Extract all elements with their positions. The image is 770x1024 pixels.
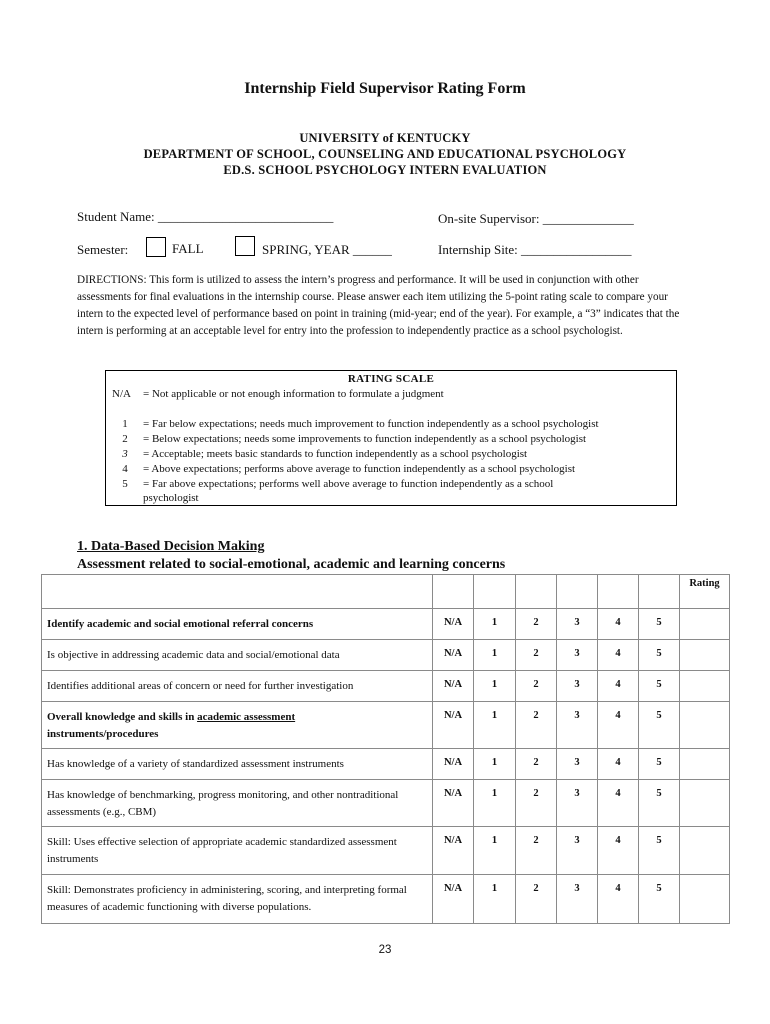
option-2[interactable]: 2 <box>516 749 557 780</box>
evaluation-name: ED.S. SCHOOL PSYCHOLOGY INTERN EVALUATION <box>223 163 547 177</box>
table-row <box>42 827 730 875</box>
onsite-supervisor-field[interactable]: On-site Supervisor: ______________ <box>438 211 634 226</box>
option-4[interactable]: 4 <box>598 875 639 924</box>
option-2[interactable]: 2 <box>516 609 557 640</box>
item-description <box>42 702 433 749</box>
option-3[interactable]: 3 <box>557 875 598 924</box>
item-description: Has knowledge of a variety of standardized assessment instruments <box>42 749 433 780</box>
scale-text-5-continued: psychologist <box>143 492 199 504</box>
item-description: Is objective in addressing academic data and social/emotional data <box>42 640 433 671</box>
table-row <box>42 875 730 924</box>
option-na[interactable]: N/A <box>433 640 474 671</box>
option-4[interactable]: 4 <box>598 671 639 702</box>
option-3[interactable]: 3 <box>557 827 598 875</box>
option-2[interactable]: 2 <box>516 671 557 702</box>
option-3[interactable]: 3 <box>557 702 598 749</box>
scale-key-1: 1 <box>122 418 128 430</box>
scale-text-1: = Far below expectations; needs much improvement to function independently as a school psychologist <box>143 418 599 430</box>
table-row <box>42 780 730 827</box>
option-3[interactable]: 3 <box>557 749 598 780</box>
item-description-part: instruments/procedures <box>47 728 159 740</box>
university-name: UNIVERSITY of KENTUCKY <box>299 131 471 145</box>
option-1[interactable]: 1 <box>474 780 516 827</box>
scale-key-2: 2 <box>122 433 128 445</box>
option-3[interactable]: 3 <box>557 609 598 640</box>
rating-scale-box <box>105 370 677 506</box>
scale-key-4: 4 <box>122 463 128 475</box>
option-2[interactable]: 2 <box>516 827 557 875</box>
option-5[interactable]: 5 <box>639 827 680 875</box>
table-row <box>42 702 730 749</box>
rating-column-header: Rating <box>680 575 730 609</box>
na-description: = Not applicable or not enough information to formulate a judgment <box>143 388 444 400</box>
option-5[interactable]: 5 <box>639 875 680 924</box>
option-1[interactable]: 1 <box>474 875 516 924</box>
rating-cell[interactable] <box>680 671 730 702</box>
item-description-part: Overall knowledge and skills in <box>47 711 198 723</box>
option-4[interactable]: 4 <box>598 827 639 875</box>
table-row <box>42 609 730 640</box>
item-description: Skill: Uses effective selection of appropriate academic standardized assessment instruments <box>42 827 433 875</box>
option-2[interactable]: 2 <box>516 875 557 924</box>
option-na[interactable]: N/A <box>433 875 474 924</box>
rating-cell[interactable] <box>680 702 730 749</box>
option-na[interactable]: N/A <box>433 609 474 640</box>
option-2[interactable]: 2 <box>516 780 557 827</box>
rating-scale-title: RATING SCALE <box>347 373 435 385</box>
form-title: Internship Field Supervisor Rating Form <box>244 80 526 97</box>
scale-key-5: 5 <box>122 478 128 490</box>
fall-label: FALL <box>172 241 204 256</box>
na-key: N/A <box>112 388 131 400</box>
internship-site-field[interactable]: Internship Site: _________________ <box>438 242 632 257</box>
scale-key-3: 3 <box>122 448 128 460</box>
item-description: Has knowledge of benchmarking, progress monitoring, and other nontraditional assessments (e.g., CBM) <box>42 780 433 827</box>
semester-label: Semester: <box>77 242 129 257</box>
directions-text: DIRECTIONS: This form is utilized to assess the intern’s progress and performance. It will be used in conjunction with other assessments for final evaluations in the internship course. Please answer each item utilizing the 5-point rating scale to compare your intern to the expected level of performance based on point in training (mid-year; end of the year). For example, a “3” indicates that the intern is performing at an acceptable level for entry into the profession to independently practice as a school psychologist. <box>77 274 680 337</box>
rating-cell[interactable] <box>680 827 730 875</box>
department-name: DEPARTMENT OF SCHOOL, COUNSELING AND EDUCATIONAL PSYCHOLOGY <box>143 147 627 161</box>
student-name-field[interactable]: Student Name: ___________________________ <box>77 209 334 224</box>
option-1[interactable]: 1 <box>474 827 516 875</box>
option-4[interactable]: 4 <box>598 780 639 827</box>
option-1[interactable]: 1 <box>474 702 516 749</box>
table-row <box>42 749 730 780</box>
option-4[interactable]: 4 <box>598 609 639 640</box>
option-5[interactable]: 5 <box>639 780 680 827</box>
page-number: 23 <box>378 944 392 956</box>
option-5[interactable]: 5 <box>639 640 680 671</box>
spring-year-field[interactable]: SPRING, YEAR ______ <box>262 242 392 257</box>
option-2[interactable]: 2 <box>516 702 557 749</box>
item-description: Skill: Demonstrates proficiency in administering, scoring, and interpreting formal measures of academic functioning with diverse populations. <box>42 875 433 924</box>
section-title: 1. Data-Based Decision Making <box>77 539 265 554</box>
option-3[interactable]: 3 <box>557 671 598 702</box>
rating-table <box>41 574 730 924</box>
option-na[interactable]: N/A <box>433 702 474 749</box>
spring-checkbox[interactable] <box>235 236 255 256</box>
option-4[interactable]: 4 <box>598 749 639 780</box>
option-na[interactable]: N/A <box>433 749 474 780</box>
option-1[interactable]: 1 <box>474 671 516 702</box>
rating-cell[interactable] <box>680 875 730 924</box>
rating-cell[interactable] <box>680 640 730 671</box>
option-1[interactable]: 1 <box>474 749 516 780</box>
option-5[interactable]: 5 <box>639 671 680 702</box>
rating-cell[interactable] <box>680 780 730 827</box>
option-4[interactable]: 4 <box>598 702 639 749</box>
scale-text-5: = Far above expectations; performs well above average to function independently as a school <box>143 478 554 490</box>
option-na[interactable]: N/A <box>433 827 474 875</box>
scale-text-2: = Below expectations; needs some improvements to function independently as a school psychologist <box>143 433 587 445</box>
option-1[interactable]: 1 <box>474 609 516 640</box>
option-5[interactable]: 5 <box>639 702 680 749</box>
scale-text-3: = Acceptable; meets basic standards to function independently as a school psychologist <box>143 448 528 460</box>
option-4[interactable]: 4 <box>598 640 639 671</box>
table-header-row <box>42 575 730 609</box>
option-5[interactable]: 5 <box>639 749 680 780</box>
option-5[interactable]: 5 <box>639 609 680 640</box>
fall-checkbox[interactable] <box>146 237 166 257</box>
option-na[interactable]: N/A <box>433 780 474 827</box>
scale-text-4: = Above expectations; performs above average to function independently as a school psychologist <box>143 463 576 475</box>
option-2[interactable]: 2 <box>516 640 557 671</box>
section-subtitle: Assessment related to social-emotional, academic and learning concerns <box>77 557 506 572</box>
item-description: Identifies additional areas of concern or need for further investigation <box>42 671 433 702</box>
item-description: Identify academic and social emotional referral concerns <box>42 609 433 640</box>
rating-cell[interactable] <box>680 749 730 780</box>
item-description-underlined: academic assessment <box>197 711 296 723</box>
table-row <box>42 671 730 702</box>
option-3[interactable]: 3 <box>557 640 598 671</box>
rating-cell[interactable] <box>680 609 730 640</box>
option-3[interactable]: 3 <box>557 780 598 827</box>
option-1[interactable]: 1 <box>474 640 516 671</box>
option-na[interactable]: N/A <box>433 671 474 702</box>
table-row <box>42 640 730 671</box>
